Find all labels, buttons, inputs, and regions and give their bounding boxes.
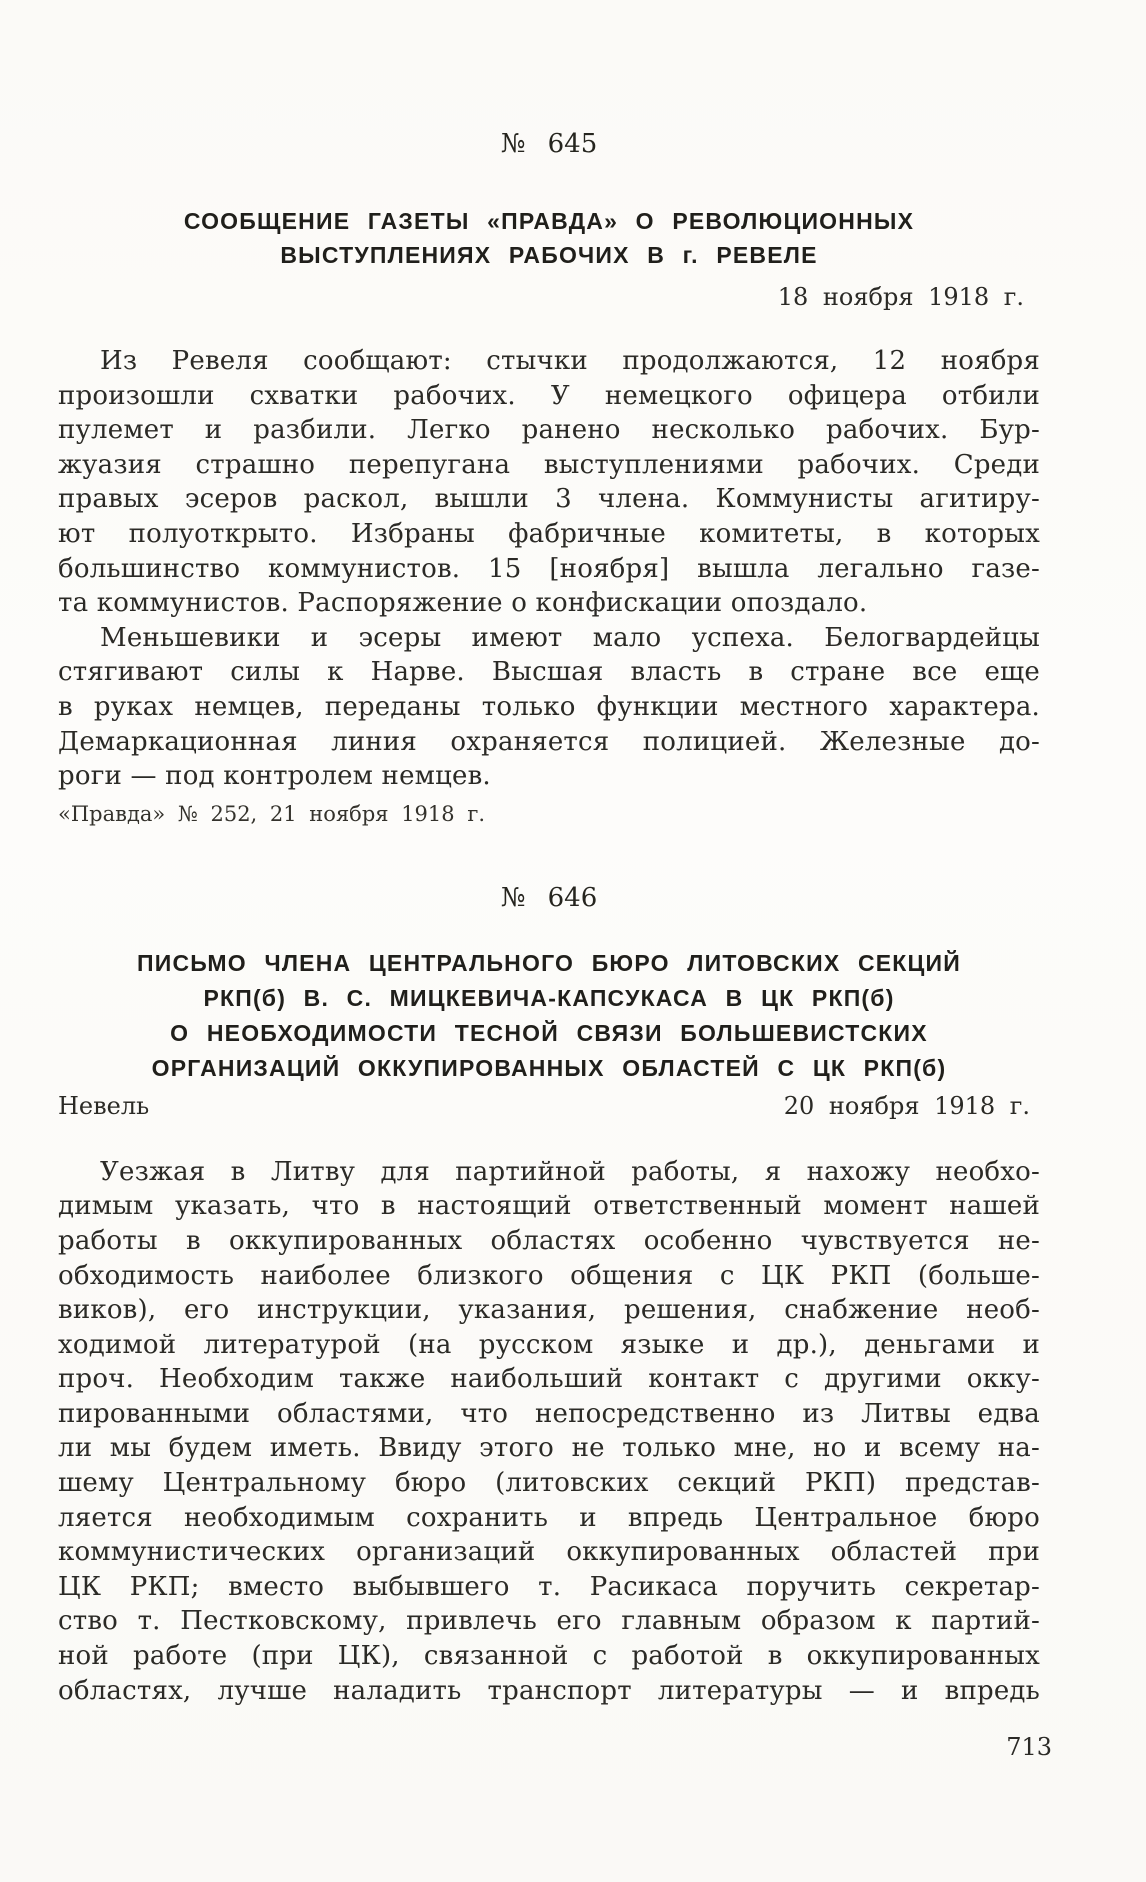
document-646-date: 20 ноября 1918 г. (783, 1091, 1030, 1120)
text-line: пулемет и разбили. Легко ранено несколько рабочих. Бур- (58, 415, 1040, 446)
text-line: димым указать, что в настоящий ответственный момент нашей (58, 1191, 1040, 1222)
text-line: ляется необходимым сохранить и впредь Центральное бюро (58, 1502, 1040, 1533)
document-645 (58, 126, 1040, 828)
text-line: жуазия страшно перепугана выступлениями рабочих. Среди (58, 449, 1040, 480)
text-line: ной работе (при ЦК), связанной с работой в оккупированных (58, 1641, 1040, 1672)
document-645-number: № 645 (500, 129, 598, 159)
document-646-place: Невель (58, 1091, 150, 1120)
text-line: ЦК РКП; вместо выбывшего т. Расикаса поручить секретар- (58, 1571, 1040, 1602)
title-line: СООБЩЕНИЕ ГАЗЕТЫ «ПРАВДА» О РЕВОЛЮЦИОННЫХ (183, 208, 915, 234)
title-line: ПИСЬМО ЧЛЕНА ЦЕНТРАЛЬНОГО БЮРО ЛИТОВСКИХ СЕКЦИЙ (136, 949, 961, 976)
text-line: ли мы будем иметь. Ввиду этого не только мне, но и всему на- (58, 1433, 1040, 1464)
document-645-date: 18 ноября 1918 г. (777, 283, 1024, 311)
document-646-title (58, 946, 1040, 1086)
text-line: та коммунистов. Распоряжение о конфискации опоздало. (58, 588, 868, 619)
text-line: Уезжая в Литву для партийной работы, я нахожу необхо- (100, 1156, 1040, 1187)
text-line: Меньшевики и эсеры имеют мало успеха. Белогвардейцы (100, 622, 1040, 653)
text-line: правых эсеров раскол, вышли 3 члена. Коммунисты агитиру- (58, 484, 1040, 515)
document-645-source-citation: «Правда» № 252, 21 ноября 1918 г. (58, 801, 485, 826)
text-line: виков), его инструкции, указания, решения, снабжение необ- (58, 1295, 1040, 1326)
text-line: обходимость наиболее близкого общения с ЦК РКП (больше- (58, 1260, 1040, 1291)
text-line: коммунистических организаций оккупированных областей при (58, 1537, 1040, 1568)
text-line: в руках немцев, переданы только функции местного характера. (58, 691, 1040, 722)
title-line: ВЫСТУПЛЕНИЯХ РАБОЧИХ В г. РЕВЕЛЕ (280, 242, 818, 268)
title-line: РКП(б) В. С. МИЦКЕВИЧА-КАПСУКАСА В ЦК РКП(б) (203, 984, 895, 1011)
text-line: шему Центральному бюро (литовских секций РКП) представ- (58, 1468, 1040, 1499)
text-line: большинство коммунистов. 15 [ноября] вышла легально газе- (58, 553, 1040, 584)
title-line: О НЕОБХОДИМОСТИ ТЕСНОЙ СВЯЗИ БОЛЬШЕВИСТСКИХ (170, 1019, 928, 1046)
document-646-place-date-row (58, 1089, 1040, 1123)
text-line: ходимой литературой (на русском языке и др.), деньгами и (58, 1329, 1040, 1360)
text-line: роги — под контролем немцев. (58, 761, 491, 792)
text-line: ют полуоткрыто. Избраны фабричные комитеты, в которых (58, 518, 1040, 549)
document-646-body (58, 1155, 1040, 1709)
page-number: 713 (1006, 1733, 1052, 1762)
document-646 (58, 880, 1040, 1709)
text-line: Из Ревеля сообщают: стычки продолжаются, 12 ноября (100, 346, 1040, 376)
document-645-title (58, 204, 1040, 272)
title-line: ОРГАНИЗАЦИЙ ОККУПИРОВАННЫХ ОБЛАСТЕЙ С ЦК РКП(б) (151, 1054, 947, 1081)
text-line: областях, лучше наладить транспорт литературы — и впредь (58, 1675, 1040, 1706)
document-646-number: № 646 (500, 882, 598, 913)
text-line: ство т. Пестковскому, привлечь его главным образом к партий- (58, 1606, 1040, 1637)
text-line: произошли схватки рабочих. У немецкого офицера отбили (58, 380, 1040, 411)
document-645-body (58, 344, 1040, 794)
text-line: проч. Необходим также наибольший контакт с другими окку- (58, 1364, 1040, 1395)
text-line: Демаркационная линия охраняется полицией. Железные до- (58, 726, 1040, 757)
text-line: пированными областями, что непосредственно из Литвы едва (58, 1398, 1040, 1429)
text-line: стягивают силы к Нарве. Высшая власть в стране все еще (58, 657, 1040, 688)
text-line: работы в оккупированных областях особенно чувствуется не- (58, 1225, 1040, 1256)
